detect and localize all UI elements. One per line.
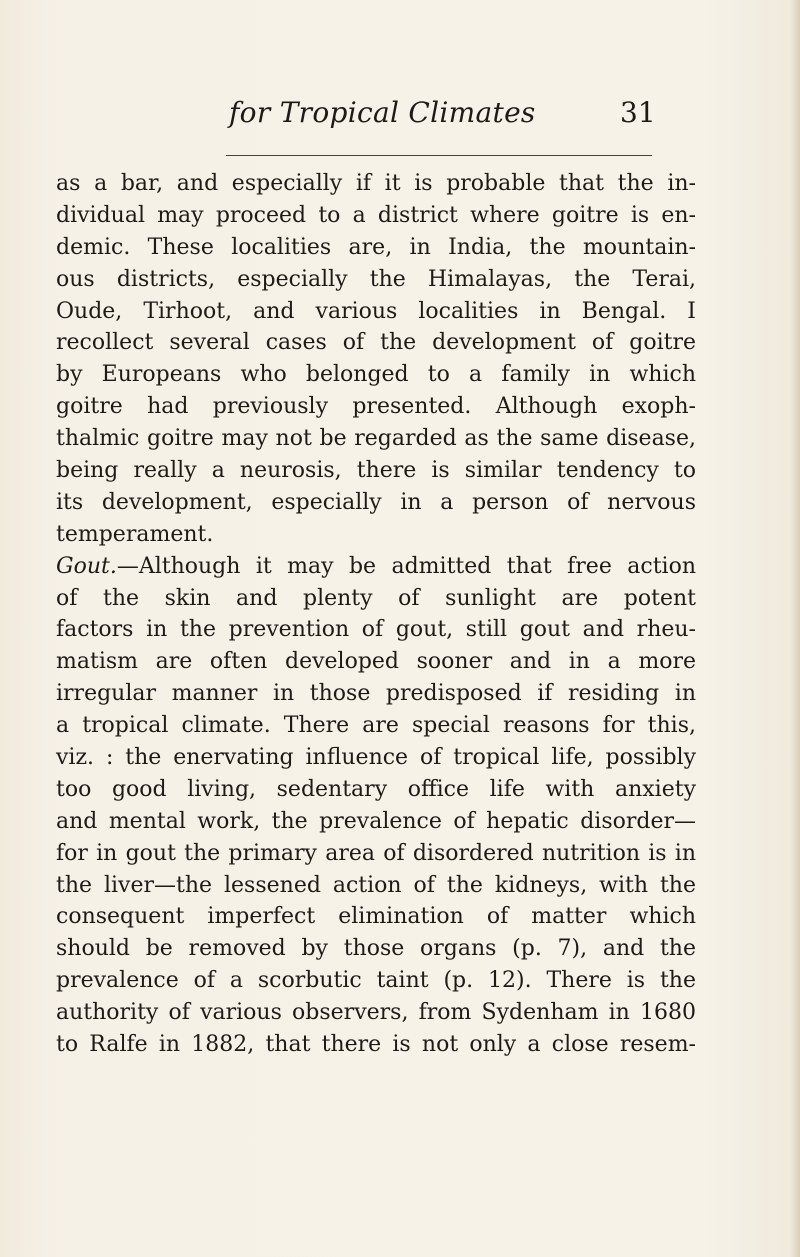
text-line: demic. These localities are, in India, the mountain- <box>56 234 696 260</box>
text-line: being really a neurosis, there is similar tendency to <box>56 458 696 484</box>
text-line: viz. : the enervating influence of tropical life, possibly <box>56 745 696 771</box>
text-line: should be removed by those organs (p. 7), and the <box>56 936 696 962</box>
text-line: of the skin and plenty of sunlight are potent <box>56 585 696 611</box>
text-line: goitre had previously presented. Although exoph- <box>56 394 696 420</box>
page-number: 31 <box>620 96 656 129</box>
text-line: and mental work, the prevalence of hepatic disorder— <box>56 808 696 834</box>
gout-label: Gout. <box>56 553 117 579</box>
text-line: consequent imperfect elimination of matter which <box>56 904 696 930</box>
page-header <box>0 96 800 146</box>
text-line: a tropical climate. There are special reasons for this, <box>56 713 696 739</box>
text-line: dividual may proceed to a district where goitre is en- <box>56 202 696 228</box>
text-line: factors in the prevention of gout, still gout and rheu- <box>56 617 696 643</box>
text-line: prevalence of a scorbutic taint (p. 12). There is the <box>56 968 696 994</box>
body-text <box>56 168 696 1061</box>
running-title: for Tropical Climates <box>229 96 536 129</box>
header-rule <box>226 155 652 156</box>
text-line: matism are often developed sooner and in a more <box>56 649 696 675</box>
text-line: the liver—the lessened action of the kidneys, with the <box>56 872 696 898</box>
text-line: as a bar, and especially if it is probable that the in- <box>56 171 696 196</box>
page-edge-shadow <box>790 0 800 1257</box>
text-line: irregular manner in those predisposed if residing in <box>56 681 696 707</box>
text-line: its development, especially in a person of nervous <box>56 489 696 515</box>
text-line: recollect several cases of the development of goitre <box>56 330 696 356</box>
text-line: to Ralfe in 1882, that there is not only a close resem- <box>56 1032 696 1058</box>
text-line: for in gout the primary area of disordered nutrition is in <box>56 840 696 866</box>
text-line: by Europeans who belonged to a family in which <box>56 362 696 388</box>
text-line: temperament. <box>56 521 214 547</box>
text-line: ous districts, especially the Himalayas, the Terai, <box>56 266 696 292</box>
text-line: Oude, Tirhoot, and various localities in Bengal. I <box>56 298 696 324</box>
text-line: too good living, sedentary office life with anxiety <box>56 776 696 802</box>
text-line-rest: —Although it may be admitted that free action <box>116 553 696 579</box>
text-line: thalmic goitre may not be regarded as the same disease, <box>56 426 696 452</box>
text-line: authority of various observers, from Sydenham in 1680 <box>56 1000 696 1026</box>
gout-paragraph-first-line <box>56 551 696 583</box>
